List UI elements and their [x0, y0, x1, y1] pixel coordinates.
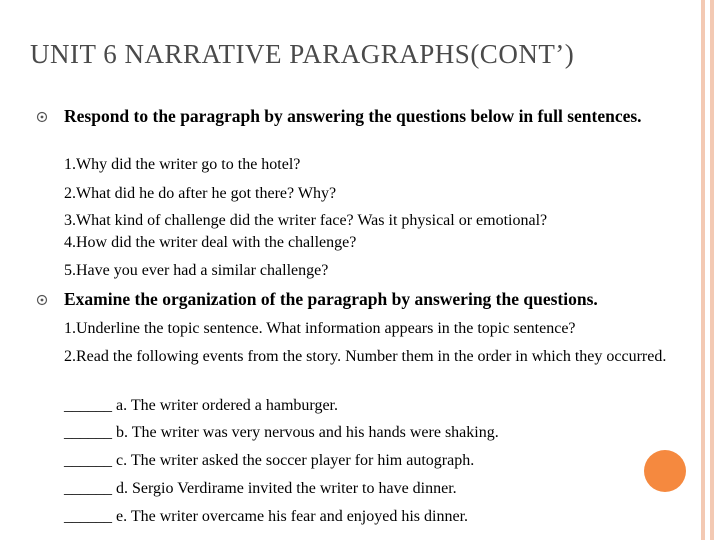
question-4: 4.How did the writer deal with the challenge?: [64, 234, 357, 251]
question-5: 5.Have you ever had a similar challenge?: [64, 262, 329, 279]
bullet-icon: [36, 111, 46, 121]
bullet-icon: [36, 294, 46, 304]
slide-title: UNIT 6 NARRATIVE PARAGRAPHS(CONT’): [30, 39, 575, 69]
decorative-frame-line: [701, 0, 705, 540]
section2-instruction: Examine the organization of the paragraph by answering the questions.: [64, 289, 598, 309]
event-b: ______ b. The writer was very nervous and his hands were shaking.: [64, 424, 499, 441]
question-1: 1.Why did the writer go to the hotel?: [64, 156, 301, 173]
task-2: 2.Read the following events from the story. Number them in the order in which they occurred.: [64, 348, 667, 365]
event-a: ______ a. The writer ordered a hamburger.: [64, 397, 338, 414]
decorative-orange-circle: [644, 450, 686, 492]
task-1: 1.Underline the topic sentence. What information appears in the topic sentence?: [64, 320, 576, 337]
decorative-frame-line-2: [710, 0, 714, 540]
question-3: 3.What kind of challenge did the writer face? Was it physical or emotional?: [64, 212, 548, 229]
event-e: ______ e. The writer overcame his fear and enjoyed his dinner.: [64, 508, 469, 525]
section1-instruction: Respond to the paragraph by answering the questions below in full sentences.: [64, 106, 642, 126]
event-c: ______ c. The writer asked the soccer player for him autograph.: [64, 452, 475, 469]
event-d: ______ d. Sergio Verdirame invited the writer to have dinner.: [64, 480, 457, 497]
question-2: 2.What did he do after he got there? Why?: [64, 185, 337, 202]
